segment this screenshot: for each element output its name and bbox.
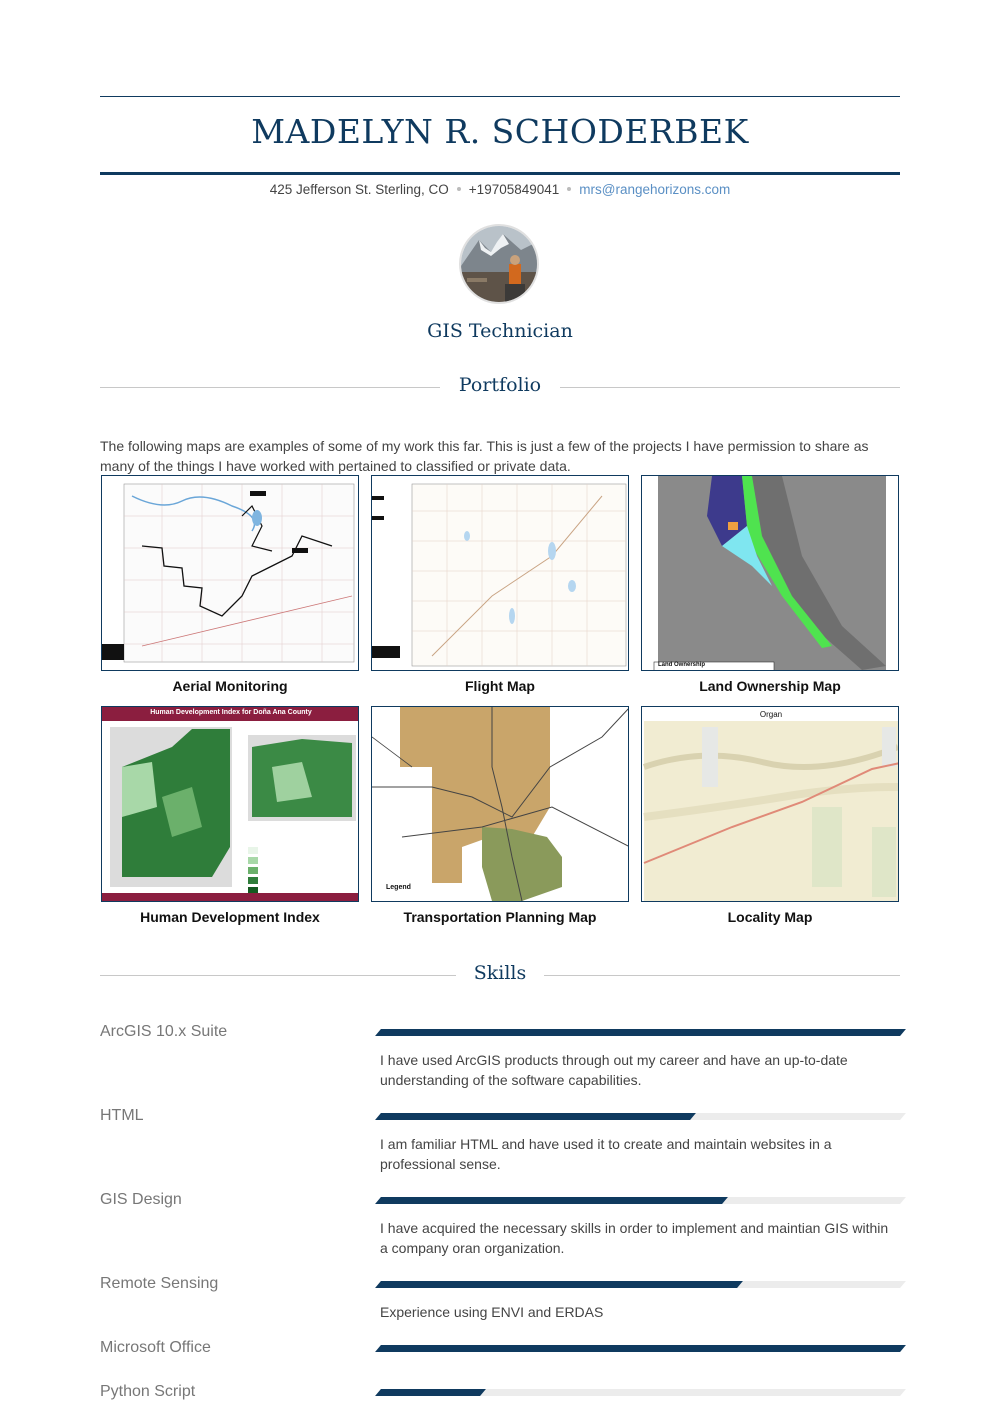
- caption-transportation-planning-map: Transportation Planning Map: [403, 909, 597, 925]
- skill-level-bar: [375, 1197, 906, 1204]
- skill-level-fill: [375, 1345, 906, 1352]
- caption-flight-map: Flight Map: [465, 678, 535, 694]
- portfolio-thumb-locality-map[interactable]: [641, 706, 899, 902]
- portfolio-thumb-human-development-index[interactable]: [101, 706, 359, 902]
- aerial-monitoring-map: [102, 476, 359, 671]
- flight-map: [372, 476, 629, 671]
- skill-level-fill: [375, 1281, 743, 1288]
- human-development-index-map: [102, 707, 359, 902]
- skill-description: I am familiar HTML and have used it to create and maintain websites in a professional sense.: [380, 1136, 832, 1172]
- skill-level-bar: [375, 1389, 906, 1396]
- skill-level-fill: [375, 1197, 727, 1204]
- transportation-planning-map: [372, 707, 629, 902]
- skill-level-bar: [375, 1029, 906, 1036]
- skill-description: I have acquired the necessary skills in order to implement and maintian GIS within a company oran organization.: [380, 1220, 889, 1256]
- land-ownership-map: [642, 476, 899, 671]
- email-link[interactable]: mrs@rangehorizons.com: [579, 182, 731, 197]
- land-ownership-legend: Land Ownership: [658, 662, 706, 668]
- portfolio-thumb-land-ownership-map[interactable]: [641, 475, 899, 671]
- skill-description: Experience using ENVI and ERDAS: [380, 1304, 604, 1320]
- skills-title: Skills: [473, 962, 527, 984]
- phone: +19705849041: [468, 182, 560, 197]
- skill-level-fill: [375, 1113, 696, 1120]
- skill-name: Python Script: [100, 1383, 196, 1400]
- skills-heading: [100, 960, 900, 990]
- avatar-photo: [461, 226, 537, 302]
- locality-map-label: Organ: [759, 710, 783, 719]
- portfolio-thumb-flight-map[interactable]: [371, 475, 629, 671]
- portfolio-title: Portfolio: [458, 374, 542, 396]
- skill-name: Microsoft Office: [100, 1339, 211, 1356]
- job-title: GIS Technician: [427, 320, 573, 342]
- address: 425 Jefferson St. Sterling, CO: [269, 182, 449, 197]
- caption-locality-map: Locality Map: [727, 909, 813, 925]
- avatar: [459, 224, 539, 304]
- skill-name: Remote Sensing: [100, 1275, 219, 1292]
- separator-dot: [567, 187, 571, 191]
- skill-name: ArcGIS 10.x Suite: [100, 1023, 228, 1040]
- top-rule: [100, 96, 900, 97]
- portfolio-intro: The following maps are examples of some of my work this far. This is just a few of the projects I have permission to share as many of the things I have worked with pertained to classified or private data.: [100, 438, 869, 474]
- skill-name: GIS Design: [100, 1191, 182, 1208]
- caption-land-ownership-map: Land Ownership Map: [699, 678, 841, 694]
- skill-level-bar: [375, 1281, 906, 1288]
- contact-line: [100, 182, 900, 197]
- candidate-name: MADELYN R. SCHODERBEK: [251, 112, 749, 151]
- skill-level-fill: [375, 1389, 486, 1396]
- skill-name: HTML: [100, 1107, 144, 1124]
- portfolio-thumb-aerial-monitoring[interactable]: [101, 475, 359, 671]
- hdi-map-title: Human Development Index for Doña Ana County: [150, 709, 312, 716]
- transportation-legend: Legend: [386, 884, 411, 891]
- skill-level-fill: [375, 1029, 906, 1036]
- caption-human-development-index: Human Development Index: [140, 909, 320, 925]
- locality-map: [642, 707, 899, 902]
- portfolio-thumb-transportation-planning-map[interactable]: [371, 706, 629, 902]
- caption-aerial-monitoring: Aerial Monitoring: [172, 678, 288, 694]
- skill-level-bar: [375, 1345, 906, 1352]
- skill-level-bar: [375, 1113, 906, 1120]
- portfolio-heading: [100, 372, 900, 402]
- name-underline: [100, 172, 900, 175]
- skill-description: I have used ArcGIS products through out my career and have an up-to-date understanding of the software capabilities.: [380, 1052, 848, 1088]
- separator-dot: [457, 187, 461, 191]
